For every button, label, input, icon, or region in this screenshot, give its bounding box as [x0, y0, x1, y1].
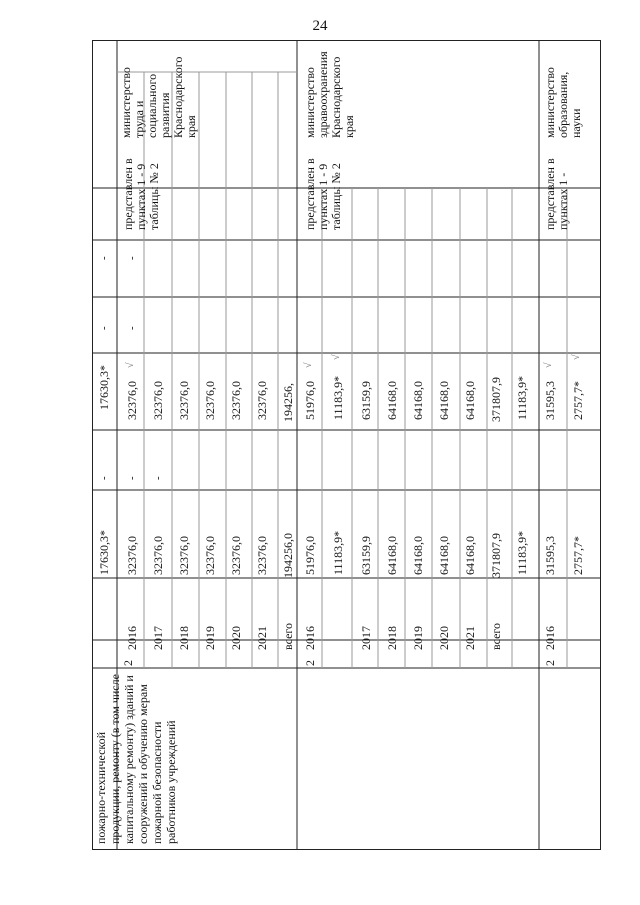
regional-2018: 32376,0 [177, 381, 191, 420]
regional-2016: 32376,0 [125, 381, 139, 420]
regional-2017-g2: 63159,9 [359, 381, 373, 420]
check-mark-icon: √ [303, 362, 314, 368]
dash: - [126, 256, 138, 260]
year-2021: 2021 [255, 626, 269, 650]
indicator-g2: представлен в пунктах 1 - 9 таблицы № 2 [303, 158, 343, 230]
dash: - [98, 256, 110, 260]
regional-2016-g2: 51976,0 [303, 381, 317, 420]
regional-2017: 32376,0 [151, 381, 165, 420]
year-2018-g2: 2018 [385, 626, 399, 650]
total-2020-g2: 64168,0 [437, 536, 451, 575]
total-sum: 194256,0 [281, 533, 295, 578]
year-2020: 2020 [229, 626, 243, 650]
regional-2018-g2: 64168,0 [385, 381, 399, 420]
regional-2021: 32376,0 [255, 381, 269, 420]
check-mark-icon: √ [125, 362, 136, 368]
total-2019: 32376,0 [203, 536, 217, 575]
year-2016: 2016 [125, 626, 139, 650]
total-2018-g2: 64168,0 [385, 536, 399, 575]
dash: - [98, 476, 110, 480]
regional-star-g3: 2757,7* [571, 381, 585, 420]
year-2017-g2: 2017 [359, 626, 373, 650]
total-star-sum-g2: 11183,9* [515, 530, 529, 575]
total-2016: 32376,0 [125, 536, 139, 575]
executor-g3: министерство образования, науки [543, 67, 583, 138]
total-top-g1: 17630,3* [97, 530, 111, 575]
rotated-table [92, 40, 601, 850]
indicator-g3: представлен в пунктах 1 - [543, 158, 570, 230]
year-2018: 2018 [177, 626, 191, 650]
total-2021-g2: 64168,0 [463, 536, 477, 575]
total-2020: 32376,0 [229, 536, 243, 575]
total-2016-g3: 31595,3 [543, 536, 557, 575]
total-2017-g2: 63159,9 [359, 536, 373, 575]
code-group-3: 2 [543, 660, 557, 666]
dash: - [126, 326, 138, 330]
table-content [92, 40, 601, 850]
total-2017: 32376,0 [151, 536, 165, 575]
description-text: пожарно-технической продукции, ремонту (в том числе капитальному ремонту) зданий и сооружений и обучению мерам пожарной безопасности работников учреждений [94, 674, 178, 844]
total-star-g2: 11183,9* [331, 530, 345, 575]
year-2017: 2017 [151, 626, 165, 650]
regional-2019: 32376,0 [203, 381, 217, 420]
check-mark-icon: √ [571, 354, 582, 360]
total-star-g3: 2757,7* [571, 536, 585, 575]
regional-top-g1: 17630,3* [97, 365, 111, 410]
regional-2020: 32376,0 [229, 381, 243, 420]
regional-2016-g3: 31595,3 [543, 381, 557, 420]
year-2019-g2: 2019 [411, 626, 425, 650]
regional-sum: 194256, [281, 383, 295, 422]
total-2019-g2: 64168,0 [411, 536, 425, 575]
year-2019: 2019 [203, 626, 217, 650]
code-group-2: 2 [303, 660, 317, 666]
indicator-g1: представлен в пунктах 1 - 9 таблицы № 2 [121, 158, 161, 230]
page-number: 24 [312, 18, 328, 34]
dash: - [126, 476, 138, 480]
total-2021: 32376,0 [255, 536, 269, 575]
code-group-1: 2 [121, 660, 135, 666]
regional-star-sum-g2: 11183,9* [515, 375, 529, 420]
year-total-g2: всего [489, 622, 503, 650]
year-2016-g3: 2016 [543, 626, 557, 650]
total-2018: 32376,0 [177, 536, 191, 575]
regional-sum-g2: 371807,9 [489, 377, 503, 422]
year-2016-g2: 2016 [303, 626, 317, 650]
check-mark-icon: √ [543, 362, 554, 368]
total-sum-g2: 371807,9 [489, 533, 503, 578]
year-total: всего [281, 622, 295, 650]
regional-star-g2: 11183,9* [331, 375, 345, 420]
executor-g2: министерство здравоохранения Краснодарского края [303, 51, 356, 138]
check-mark-icon: √ [331, 354, 342, 360]
regional-2020-g2: 64168,0 [437, 381, 451, 420]
regional-2021-g2: 64168,0 [463, 381, 477, 420]
regional-2019-g2: 64168,0 [411, 381, 425, 420]
executor-g1: министерство труда и социального развития Краснодарского края [119, 56, 198, 138]
year-2021-g2: 2021 [463, 626, 477, 650]
dash: - [152, 476, 164, 480]
year-2020-g2: 2020 [437, 626, 451, 650]
total-2016-g2: 51976,0 [303, 536, 317, 575]
dash: - [98, 326, 110, 330]
